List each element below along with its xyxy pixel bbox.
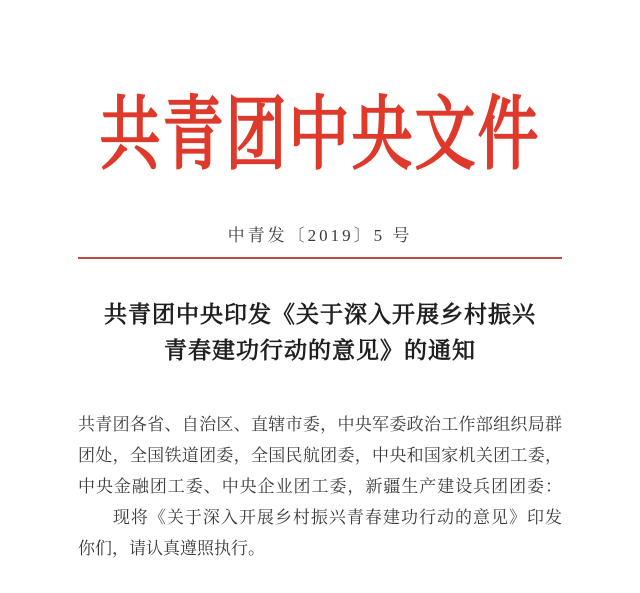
red-divider-line: [78, 257, 562, 259]
body-line: 共青团各省、自治区、直辖市委，中央军委政治工作部组织局群: [78, 415, 562, 434]
document-header-banner: [0, 0, 640, 181]
body-line: 现将《关于深入开展乡村振兴青春建功行动的意见》印发: [112, 508, 562, 527]
notice-title-line2: 青春建功行动的意见》的通知: [164, 338, 476, 363]
body-line: 团处，全国铁道团委，全国民航团委，中央和国家机关团工委，: [78, 446, 562, 465]
document-body: [78, 409, 562, 564]
org-title-text: 共青团中央文件: [99, 92, 541, 181]
notice-title-line1: 共青团中央印发《关于深入开展乡村振兴: [104, 302, 536, 327]
notice-title: [0, 297, 640, 369]
body-line: 中央金融团工委、中央企业团工委，新疆生产建设兵团团委：: [78, 477, 562, 496]
body-line: 你们，请认真遵照执行。: [78, 539, 265, 558]
document-reference-number: 中青发〔2019〕5 号: [227, 226, 413, 245]
